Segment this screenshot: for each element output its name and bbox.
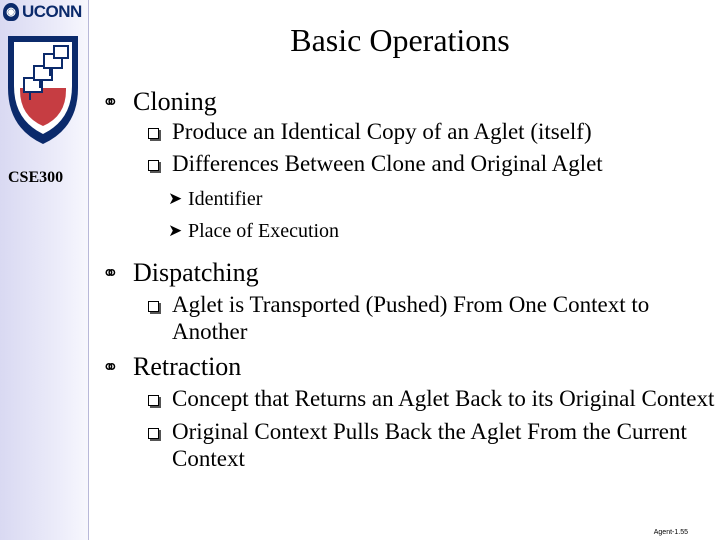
slide-footer: Agent-1.55 (653, 529, 688, 536)
bullet-dispatching (100, 259, 715, 287)
square-bullet-icon (148, 428, 159, 439)
bullet-cloning (100, 88, 715, 116)
sub-bullet (172, 385, 715, 412)
sub-bullet-text: Aglet is Transported (Pushed) From One Context to Another (172, 292, 650, 344)
sub-bullet-text: Concept that Returns an Aglet Back to its Original Context (172, 386, 715, 411)
arrow-bullet-icon: ➤ (168, 221, 183, 240)
arrow-bullet-text: Place of Execution (188, 220, 340, 242)
square-bullet-icon (148, 395, 159, 406)
sub-bullet-text: Differences Between Clone and Original Aglet (172, 151, 603, 176)
bullet-label: Dispatching (133, 258, 259, 287)
square-bullet-icon (148, 160, 159, 171)
bullet-retraction (100, 353, 715, 381)
uconn-logo-text: UCONN (22, 2, 82, 21)
bullet-label: Cloning (133, 87, 217, 116)
sidebar (0, 0, 89, 540)
bullet-circle-icon: ⚭ (102, 357, 119, 379)
sub-bullet (172, 418, 715, 472)
arrow-bullet (168, 183, 715, 215)
sub-bullet (172, 118, 715, 145)
arrow-bullet-icon: ➤ (168, 189, 183, 208)
sub-bullet-text: Produce an Identical Copy of an Aglet (itself) (172, 119, 592, 144)
arrow-bullet (168, 215, 715, 247)
bullet-circle-icon: ⚭ (102, 263, 119, 285)
uconn-seal-icon: ◉ (3, 3, 19, 21)
square-bullet-icon (148, 128, 159, 139)
sub-bullet (172, 150, 715, 177)
course-label: CSE300 (8, 169, 64, 186)
bullet-circle-icon: ⚭ (102, 92, 119, 114)
bullet-label: Retraction (133, 352, 242, 381)
sub-bullet (172, 291, 715, 345)
arrow-bullet-text: Identifier (188, 188, 263, 210)
slide-content (100, 88, 715, 472)
cse-logo-icon (0, 28, 90, 148)
sub-bullet-text: Original Context Pulls Back the Aglet From the Current Context (172, 419, 687, 471)
slide-title: Basic Operations (290, 22, 510, 58)
square-bullet-icon (148, 301, 159, 312)
